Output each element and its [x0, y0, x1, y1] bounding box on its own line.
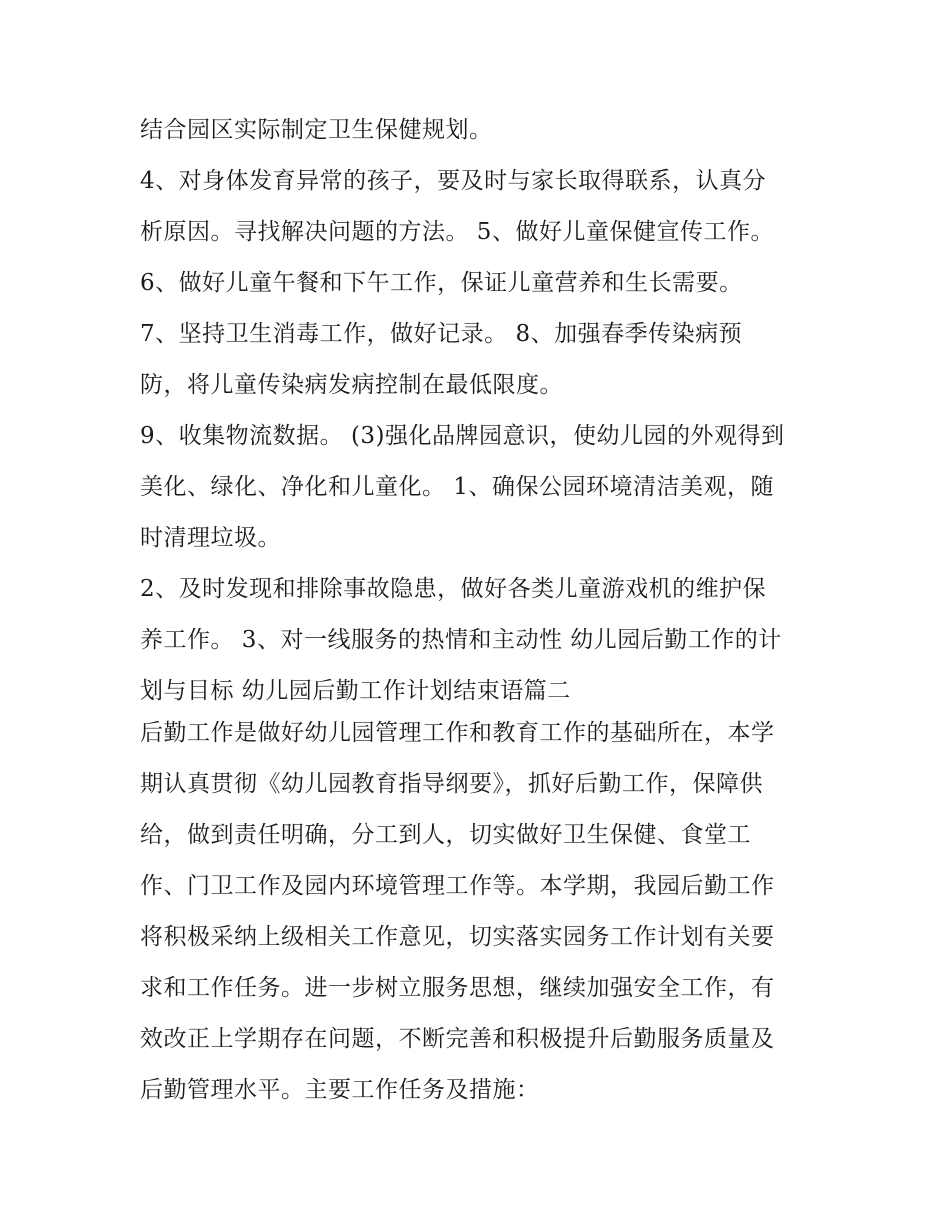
text-line: 养工作。 3、对一线服务的热情和主动性 幼儿园后勤工作的计 [140, 627, 782, 653]
text-line: 将积极采纳上级相关工作意见，切实落实园务工作计划有关要 [140, 924, 775, 950]
text-line: 9、收集物流数据。 (3)强化品牌园意识，使幼儿园的外观得到 [140, 423, 785, 449]
text-line: 结合园区实际制定卫生保健规划。 [140, 117, 493, 143]
text-line: 期认真贯彻《幼儿园教育指导纲要》，抓好后勤工作，保障供 [140, 771, 763, 797]
text-line: 2、及时发现和排除事故隐患，做好各类儿童游戏机的维护保 [140, 576, 767, 602]
text-line: 给，做到责任明确，分工到人，切实做好卫生保健、食堂工 [140, 822, 751, 848]
text-line: 7、坚持卫生消毒工作，做好记录。 8、加强春季传染病预 [140, 321, 743, 347]
document-body [140, 108, 820, 1119]
text-line: 效改正上学期存在问题，不断完善和积极提升后勤服务质量及 [140, 1026, 775, 1052]
text-line: 美化、绿化、净化和儿童化。 1、确保公园环境清洁美观，随 [140, 474, 774, 500]
text-line: 作、门卫工作及园内环境管理工作等。本学期，我园后勤工作 [140, 873, 775, 899]
text-line: 时清理垃圾。 [140, 525, 281, 551]
text-line: 防，将儿童传染病发病控制在最低限度。 [140, 372, 563, 398]
text-line: 析原因。寻找解决问题的方法。 5、做好儿童保健宣传工作。 [140, 219, 774, 245]
text-line: 后勤工作是做好幼儿园管理工作和教育工作的基础所在，本学 [140, 720, 775, 746]
text-line: 4、对身体发育异常的孩子，要及时与家长取得联系，认真分 [140, 168, 767, 194]
text-line: 求和工作任务。进一步树立服务思想，继续加强安全工作，有 [140, 975, 775, 1001]
text-line: 后勤管理水平。主要工作任务及措施： [140, 1077, 540, 1103]
text-line: 6、做好儿童午餐和下午工作，保证儿童营养和生长需要。 [140, 270, 743, 296]
text-line: 划与目标 幼儿园后勤工作计划结束语篇二 [140, 678, 571, 704]
